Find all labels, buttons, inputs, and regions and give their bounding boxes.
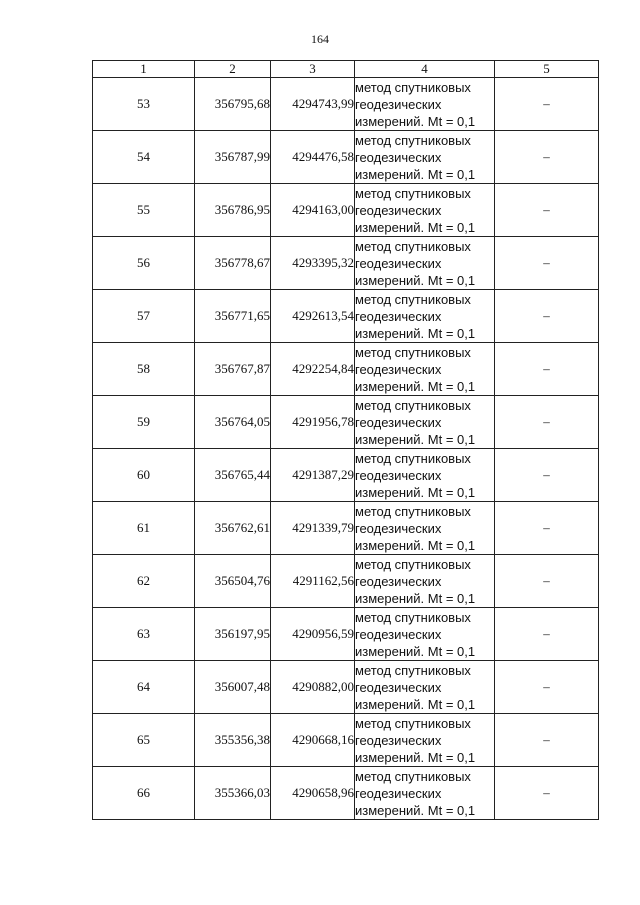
accuracy-cell: –: [495, 608, 599, 661]
method-cell: [355, 661, 495, 714]
y-coordinate-cell: 4290882,00: [271, 661, 355, 714]
method-line: метод спутниковых: [355, 185, 471, 201]
method-line: измерений. Mt = 0,1: [355, 272, 476, 288]
method-line: измерений. Mt = 0,1: [355, 431, 476, 447]
column-header-2: 2: [195, 61, 271, 78]
point-number-cell: 65: [93, 714, 195, 767]
method-line: метод спутниковых: [355, 556, 471, 572]
table-row: [93, 396, 599, 449]
point-number-cell: 55: [93, 184, 195, 237]
method-line: измерений. Mt = 0,1: [355, 325, 476, 341]
page-number: 164: [311, 32, 329, 46]
method-line: измерений. Mt = 0,1: [355, 484, 476, 500]
method-line: измерений. Mt = 0,1: [355, 590, 476, 606]
method-line: метод спутниковых: [355, 662, 471, 678]
method-line: измерений. Mt = 0,1: [355, 378, 476, 394]
table-row: [93, 714, 599, 767]
x-coordinate-cell: 356007,48: [195, 661, 271, 714]
column-header-4: 4: [355, 61, 495, 78]
method-line: геодезических: [355, 467, 442, 483]
y-coordinate-cell: 4292254,84: [271, 343, 355, 396]
x-coordinate-cell: 356767,87: [195, 343, 271, 396]
y-coordinate-cell: 4291339,79: [271, 502, 355, 555]
method-line: измерений. Mt = 0,1: [355, 749, 476, 765]
table-row: [93, 449, 599, 502]
point-number-cell: 63: [93, 608, 195, 661]
method-cell: [355, 449, 495, 502]
accuracy-cell: –: [495, 767, 599, 820]
accuracy-cell: –: [495, 290, 599, 343]
y-coordinate-cell: 4291162,56: [271, 555, 355, 608]
method-cell: [355, 714, 495, 767]
method-line: метод спутниковых: [355, 79, 471, 95]
method-line: метод спутниковых: [355, 344, 471, 360]
method-cell: [355, 555, 495, 608]
table-row: [93, 237, 599, 290]
method-line: геодезических: [355, 202, 442, 218]
x-coordinate-cell: 356787,99: [195, 131, 271, 184]
y-coordinate-cell: 4291387,29: [271, 449, 355, 502]
method-line: геодезических: [355, 361, 442, 377]
accuracy-cell: –: [495, 343, 599, 396]
point-number-cell: 59: [93, 396, 195, 449]
y-coordinate-cell: 4294163,00: [271, 184, 355, 237]
x-coordinate-cell: 356504,76: [195, 555, 271, 608]
method-cell: [355, 396, 495, 449]
table-header: [93, 61, 599, 78]
column-header-1: 1: [93, 61, 195, 78]
point-number-cell: 54: [93, 131, 195, 184]
accuracy-cell: –: [495, 131, 599, 184]
method-cell: [355, 343, 495, 396]
accuracy-cell: –: [495, 449, 599, 502]
method-cell: [355, 502, 495, 555]
method-line: геодезических: [355, 679, 442, 695]
method-line: измерений. Mt = 0,1: [355, 537, 476, 553]
method-line: геодезических: [355, 732, 442, 748]
method-cell: [355, 131, 495, 184]
x-coordinate-cell: 356778,67: [195, 237, 271, 290]
method-line: метод спутниковых: [355, 291, 471, 307]
method-cell: [355, 608, 495, 661]
y-coordinate-cell: 4294743,99: [271, 78, 355, 131]
table-row: [93, 78, 599, 131]
accuracy-cell: –: [495, 396, 599, 449]
point-number-cell: 58: [93, 343, 195, 396]
method-line: измерений. Mt = 0,1: [355, 802, 476, 818]
table-row: [93, 184, 599, 237]
header-row: [93, 61, 599, 78]
x-coordinate-cell: 356771,65: [195, 290, 271, 343]
method-line: метод спутниковых: [355, 450, 471, 466]
accuracy-cell: –: [495, 714, 599, 767]
method-line: геодезических: [355, 255, 442, 271]
point-number-cell: 60: [93, 449, 195, 502]
method-line: измерений. Mt = 0,1: [355, 643, 476, 659]
y-coordinate-cell: 4292613,54: [271, 290, 355, 343]
method-line: метод спутниковых: [355, 715, 471, 731]
method-line: геодезических: [355, 785, 442, 801]
x-coordinate-cell: 355356,38: [195, 714, 271, 767]
y-coordinate-cell: 4294476,58: [271, 131, 355, 184]
method-line: метод спутниковых: [355, 503, 471, 519]
y-coordinate-cell: 4291956,78: [271, 396, 355, 449]
y-coordinate-cell: 4290658,96: [271, 767, 355, 820]
point-number-cell: 53: [93, 78, 195, 131]
point-number-cell: 57: [93, 290, 195, 343]
x-coordinate-cell: 356762,61: [195, 502, 271, 555]
method-line: геодезических: [355, 414, 442, 430]
table-row: [93, 555, 599, 608]
x-coordinate-cell: 355366,03: [195, 767, 271, 820]
point-number-cell: 56: [93, 237, 195, 290]
accuracy-cell: –: [495, 237, 599, 290]
method-line: измерений. Mt = 0,1: [355, 219, 476, 235]
method-line: метод спутниковых: [355, 768, 471, 784]
table-row: [93, 502, 599, 555]
method-cell: [355, 767, 495, 820]
x-coordinate-cell: 356197,95: [195, 608, 271, 661]
method-line: метод спутниковых: [355, 132, 471, 148]
column-header-3: 3: [271, 61, 355, 78]
accuracy-cell: –: [495, 661, 599, 714]
table-row: [93, 290, 599, 343]
method-line: геодезических: [355, 520, 442, 536]
table-row: [93, 608, 599, 661]
x-coordinate-cell: 356795,68: [195, 78, 271, 131]
table-body: [93, 78, 599, 820]
method-line: геодезических: [355, 573, 442, 589]
accuracy-cell: –: [495, 502, 599, 555]
accuracy-cell: –: [495, 555, 599, 608]
method-line: геодезических: [355, 96, 442, 112]
method-cell: [355, 78, 495, 131]
method-line: метод спутниковых: [355, 609, 471, 625]
method-cell: [355, 184, 495, 237]
method-line: метод спутниковых: [355, 397, 471, 413]
point-number-cell: 66: [93, 767, 195, 820]
method-line: измерений. Mt = 0,1: [355, 696, 476, 712]
method-line: геодезических: [355, 308, 442, 324]
x-coordinate-cell: 356765,44: [195, 449, 271, 502]
accuracy-cell: –: [495, 78, 599, 131]
method-cell: [355, 290, 495, 343]
y-coordinate-cell: 4290956,59: [271, 608, 355, 661]
coordinates-table: [92, 60, 599, 820]
method-line: метод спутниковых: [355, 238, 471, 254]
point-number-cell: 64: [93, 661, 195, 714]
y-coordinate-cell: 4293395,32: [271, 237, 355, 290]
method-line: измерений. Mt = 0,1: [355, 166, 476, 182]
column-header-5: 5: [495, 61, 599, 78]
table-row: [93, 661, 599, 714]
table-row: [93, 767, 599, 820]
method-cell: [355, 237, 495, 290]
x-coordinate-cell: 356786,95: [195, 184, 271, 237]
x-coordinate-cell: 356764,05: [195, 396, 271, 449]
method-line: измерений. Mt = 0,1: [355, 113, 476, 129]
accuracy-cell: –: [495, 184, 599, 237]
table-row: [93, 131, 599, 184]
point-number-cell: 61: [93, 502, 195, 555]
table-row: [93, 343, 599, 396]
point-number-cell: 62: [93, 555, 195, 608]
method-line: геодезических: [355, 149, 442, 165]
method-line: геодезических: [355, 626, 442, 642]
y-coordinate-cell: 4290668,16: [271, 714, 355, 767]
